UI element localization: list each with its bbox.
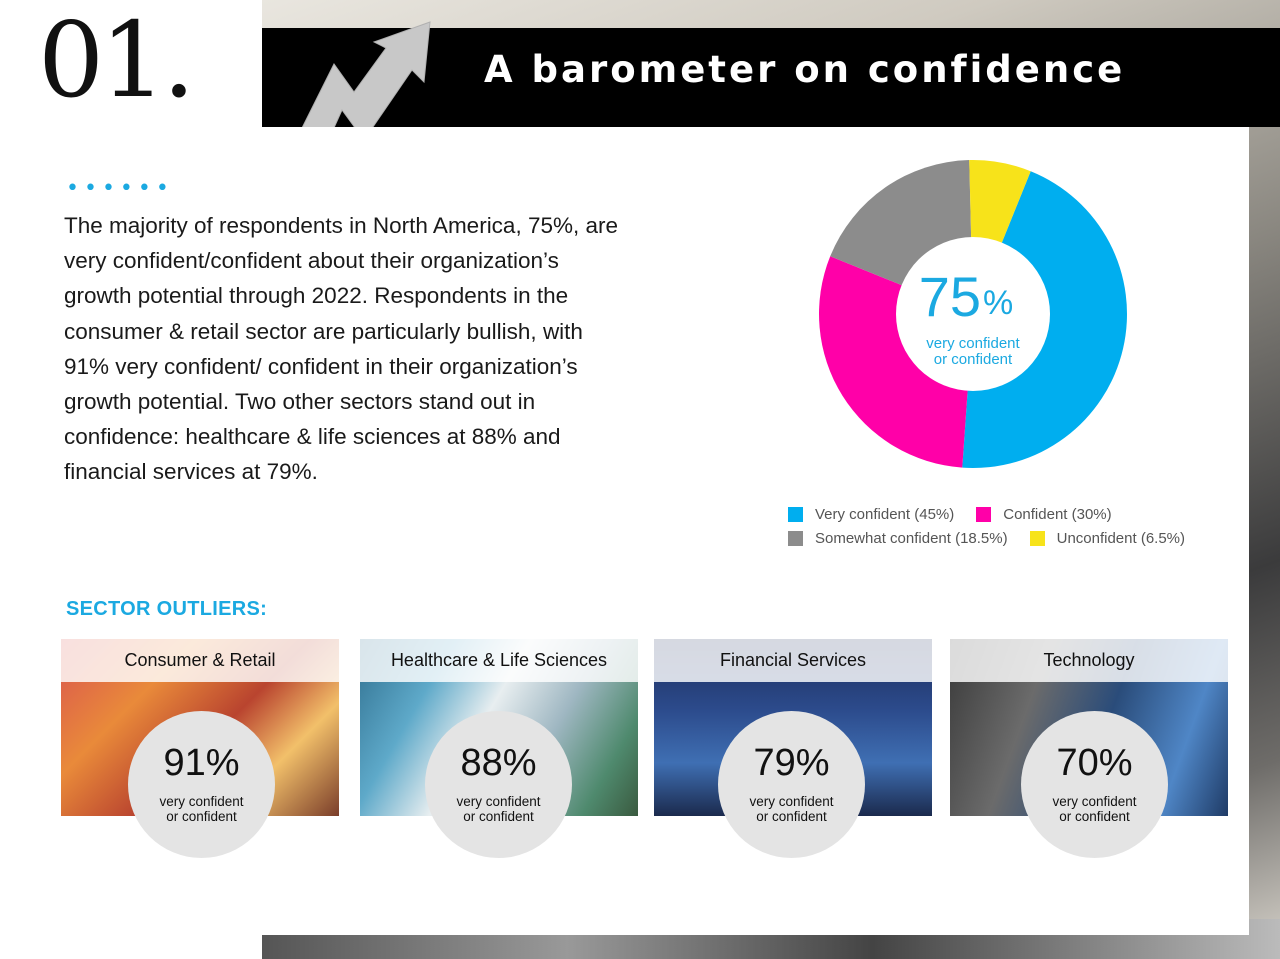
sector-caption: very confident or confident [159,794,244,824]
chart-legend [788,502,1207,550]
legend-label: Somewhat confident (18.5%) [815,529,1008,547]
sector-outliers-heading: SECTOR OUTLIERS: [66,598,268,620]
sector-caption: very confident or confident [749,794,834,824]
sector-stat-healthcare [425,711,572,858]
sector-label: Consumer & Retail [61,639,339,682]
confidence-donut-chart [800,148,1150,488]
legend-swatch [1030,531,1045,546]
legend-label: Very confident (45%) [815,505,955,523]
legend-swatch [788,507,803,522]
sector-stat-financial [718,711,865,858]
sector-percent: 79% [753,742,830,784]
page-title: A barometer on confidence [484,48,1126,91]
section-number: 01. [38,0,192,121]
sector-label: Healthcare & Life Sciences [360,639,638,682]
legend-label: Unconfident (6.5%) [1056,529,1186,547]
legend-swatch [976,507,991,522]
legend-item-very-confident [788,506,954,523]
sector-stat-technology [1021,711,1168,858]
legend-item-unconfident [1030,530,1185,547]
sector-label: Technology [950,639,1228,682]
legend-item-confident [976,506,1111,523]
sector-caption: very confident or confident [1052,794,1137,824]
decorative-dots: •••••• [66,176,174,201]
sector-percent: 88% [460,742,537,784]
center-value: 75% [918,265,1014,328]
legend-item-somewhat-confident [788,530,1008,547]
sector-caption: very confident or confident [456,794,541,824]
center-caption-line1: very confident [926,335,1020,352]
sector-percent: 91% [163,742,240,784]
sector-stat-consumer-retail [128,711,275,858]
intro-paragraph: The majority of respondents in North America, 75%, are very confident/confident about their organization’s growth potential through 2022. Respondents in the consumer & retail sector are particularly bullish, with 91% very confident/ confident in their organization’s growth potential. Two other sectors stand out in confidence: healthcare & life sciences at 88% and financial services at 79%. [64,213,619,485]
sector-label: Financial Services [654,639,932,682]
sector-percent: 70% [1056,742,1133,784]
legend-swatch [788,531,803,546]
legend-label: Confident (30%) [1003,505,1112,523]
center-caption-line2: or confident [933,351,1013,368]
